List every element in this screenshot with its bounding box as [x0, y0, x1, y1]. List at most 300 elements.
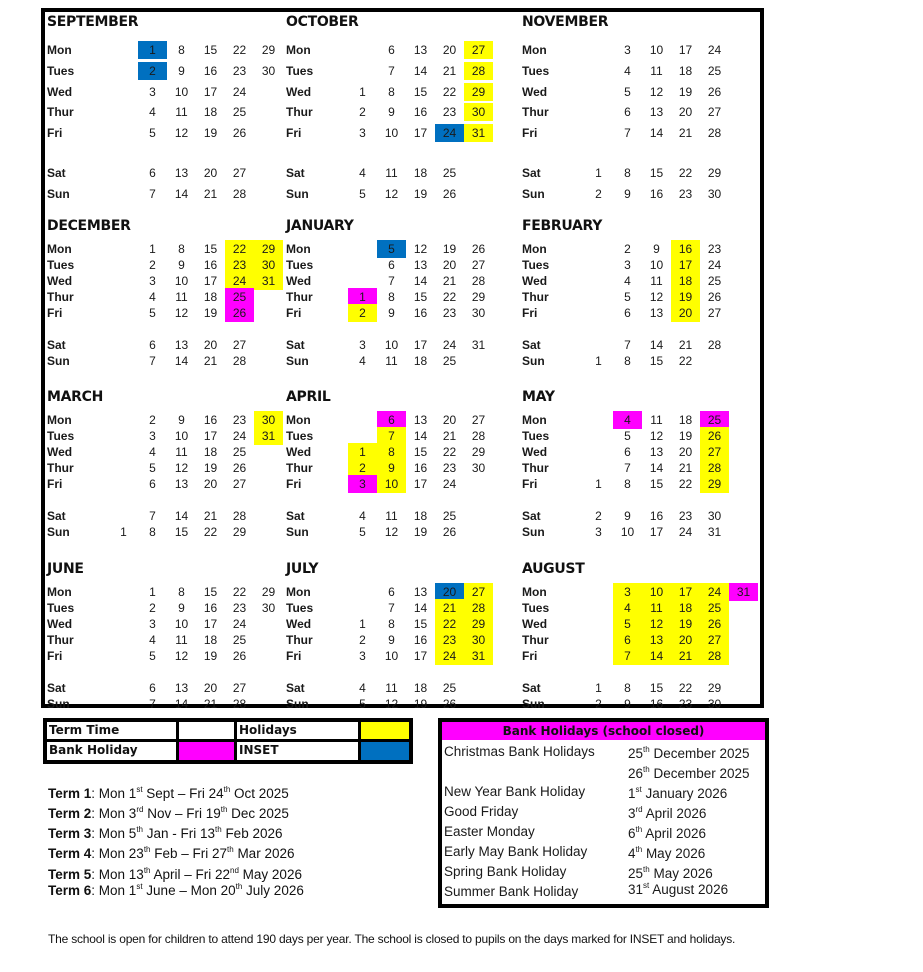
day-label: Thur: [522, 290, 549, 304]
day-label: Sun: [47, 525, 70, 539]
date-cell: 31: [707, 525, 722, 539]
day-label: Tues: [47, 258, 75, 272]
date-cell: 23: [678, 187, 693, 201]
day-label: Tues: [286, 258, 314, 272]
date-cell: 7: [149, 354, 156, 368]
date-cell: 27: [232, 681, 247, 695]
week-row-sun: [45, 523, 285, 541]
date-cell: 29: [707, 166, 722, 180]
date-cell-holiday: 17: [671, 583, 700, 601]
day-label: Fri: [522, 126, 538, 140]
date-cell: 22: [678, 477, 693, 491]
day-label: Thur: [47, 290, 74, 304]
date-cell: 12: [384, 187, 399, 201]
day-label: Sun: [522, 187, 545, 201]
week-row-fri: [284, 124, 524, 142]
date-cell-holiday: 29: [254, 240, 283, 258]
term-text: April – Fri 22: [150, 867, 231, 882]
footer-note: The school is open for children to attend 190 days per year. The school is closed to pupils on the days marked for INSET and holidays.: [48, 932, 736, 946]
date-cell: 5: [359, 525, 366, 539]
day-label: Sun: [522, 354, 545, 368]
day-label: Mon: [47, 43, 72, 57]
date-cell: 17: [203, 274, 218, 288]
term-text: May 2026: [238, 867, 302, 882]
date-cell: 9: [388, 306, 395, 320]
date-cell: 2: [149, 413, 156, 427]
date-cell-holiday: 28: [464, 599, 493, 617]
date-cell-inset: 2: [138, 62, 167, 80]
day-label: Thur: [286, 461, 313, 475]
date-cell: 3: [149, 617, 156, 631]
date-day: 25: [628, 746, 644, 761]
date-cell: 6: [388, 258, 395, 272]
date-cell: 20: [678, 445, 693, 459]
term-label: Term 5: [48, 867, 92, 882]
date-ordinal: st: [136, 785, 143, 794]
week-row-fri: [520, 304, 760, 322]
date-cell: 15: [413, 85, 428, 99]
date-cell: 22: [678, 681, 693, 695]
date-cell-holiday: 1: [348, 443, 377, 461]
date-cell: 2: [595, 697, 602, 711]
date-cell-holiday: 28: [700, 459, 729, 477]
date-cell: 21: [678, 461, 693, 475]
week-row-fri: [45, 647, 285, 665]
date-cell: 26: [471, 242, 486, 256]
date-cell: 9: [178, 64, 185, 78]
week-row-fri: [520, 124, 760, 142]
date-cell: 5: [149, 649, 156, 663]
date-cell: 2: [359, 633, 366, 647]
day-label: Mon: [286, 43, 311, 57]
date-cell: 8: [178, 585, 185, 599]
date-cell-holiday: 18: [671, 599, 700, 617]
term-4-dates: [48, 846, 294, 861]
week-row-sun: [284, 352, 524, 370]
day-label: Sat: [47, 166, 66, 180]
date-cell: 19: [678, 85, 693, 99]
date-cell-bank: 25: [225, 288, 254, 306]
date-cell: 25: [442, 166, 457, 180]
date-cell: 2: [595, 187, 602, 201]
date-day: 3: [628, 806, 636, 821]
date-cell: 14: [649, 461, 664, 475]
date-cell-bank: 6: [377, 411, 406, 429]
date-cell-holiday: 22: [435, 615, 464, 633]
date-cell: 17: [413, 649, 428, 663]
date-ordinal: th: [635, 845, 643, 854]
date-cell: 10: [174, 617, 189, 631]
bank-holiday-name: Spring Bank Holiday: [444, 864, 567, 879]
date-cell: 1: [595, 354, 602, 368]
date-cell: 12: [174, 461, 189, 475]
date-cell: 7: [388, 601, 395, 615]
date-cell: 17: [413, 338, 428, 352]
date-cell-holiday: 31: [254, 272, 283, 290]
day-label: Mon: [47, 585, 72, 599]
date-ordinal: st: [635, 785, 642, 794]
date-cell-holiday: 12: [642, 615, 671, 633]
day-label: Wed: [522, 85, 548, 99]
date-cell: 3: [359, 649, 366, 663]
week-row-sat: [284, 164, 524, 182]
date-cell: 20: [678, 105, 693, 119]
month-november: [520, 14, 760, 204]
date-cell: 5: [624, 429, 631, 443]
date-cell: 27: [232, 477, 247, 491]
date-cell: 9: [178, 258, 185, 272]
date-month-year: December 2025: [649, 746, 750, 761]
date-cell: 26: [442, 697, 457, 711]
week-row-fri: [520, 475, 760, 493]
date-cell: 3: [624, 43, 631, 57]
day-label: Thur: [47, 633, 74, 647]
day-label: Tues: [522, 64, 550, 78]
date-cell: 3: [624, 258, 631, 272]
date-cell: 20: [442, 258, 457, 272]
date-cell: 12: [174, 649, 189, 663]
date-cell: 12: [384, 697, 399, 711]
date-cell: 21: [442, 64, 457, 78]
date-cell-holiday: 3: [613, 583, 642, 601]
date-cell: 24: [442, 338, 457, 352]
date-cell: 11: [650, 64, 663, 78]
date-cell: 25: [232, 105, 247, 119]
date-cell: 14: [174, 509, 189, 523]
month-january: [284, 218, 524, 408]
date-cell: 16: [413, 105, 428, 119]
day-label: Mon: [522, 43, 547, 57]
date-cell: 2: [359, 105, 366, 119]
date-cell-holiday: 18: [671, 272, 700, 290]
month-title: FEBRUARY: [522, 218, 603, 234]
date-cell: 17: [203, 617, 218, 631]
bank-holiday-date: [628, 826, 706, 841]
date-cell-holiday: 23: [435, 631, 464, 649]
day-label: Wed: [286, 617, 312, 631]
day-label: Sat: [522, 338, 541, 352]
date-cell: 27: [471, 258, 486, 272]
date-cell: 1: [120, 525, 127, 539]
term-text: Feb 2026: [221, 826, 283, 841]
week-row-sun: [520, 185, 760, 203]
date-cell: 2: [624, 242, 631, 256]
date-cell: 23: [232, 601, 247, 615]
date-cell: 8: [388, 290, 395, 304]
date-cell: 27: [232, 166, 247, 180]
date-cell: 17: [203, 429, 218, 443]
date-cell: 26: [442, 525, 457, 539]
week-row-sun: [520, 695, 760, 713]
month-title: DECEMBER: [47, 218, 131, 234]
date-cell: 4: [359, 166, 366, 180]
date-cell: 5: [624, 290, 631, 304]
date-cell: 6: [149, 338, 156, 352]
term-label: Term 2: [48, 806, 92, 821]
legend-holidays-label: Holidays: [237, 722, 358, 739]
legend-bank-holiday-swatch: [179, 742, 234, 760]
date-cell: 8: [149, 525, 156, 539]
day-label: Mon: [522, 242, 547, 256]
date-cell: 26: [232, 461, 247, 475]
date-cell: 3: [359, 338, 366, 352]
day-label: Mon: [286, 413, 311, 427]
date-cell: 20: [442, 43, 457, 57]
date-cell: 9: [624, 187, 631, 201]
day-label: Wed: [47, 445, 73, 459]
date-cell: 23: [232, 413, 247, 427]
week-row-sun: [45, 352, 285, 370]
date-cell: 18: [203, 633, 218, 647]
date-cell-holiday: 30: [464, 631, 493, 649]
date-day: 25: [628, 866, 644, 881]
day-label: Sun: [47, 697, 70, 711]
date-day: 6: [628, 826, 636, 841]
date-cell-holiday: 13: [642, 631, 671, 649]
bank-holiday-date: [628, 882, 728, 897]
date-cell: 27: [707, 105, 722, 119]
date-cell: 5: [624, 85, 631, 99]
bank-holiday-name: Easter Monday: [444, 824, 535, 839]
date-month-year: January 2026: [641, 786, 728, 801]
date-cell: 12: [649, 85, 664, 99]
date-cell: 30: [707, 187, 722, 201]
month-title: SEPTEMBER: [47, 14, 139, 30]
date-cell-holiday: 29: [700, 475, 729, 493]
date-cell: 19: [678, 429, 693, 443]
date-cell: 23: [678, 697, 693, 711]
date-cell: 1: [149, 242, 156, 256]
date-cell: 21: [203, 354, 218, 368]
date-cell: 29: [261, 43, 276, 57]
date-cell: 25: [232, 633, 247, 647]
date-cell: 9: [624, 509, 631, 523]
term-text: Feb – Fri 27: [150, 846, 228, 861]
date-cell: 26: [232, 126, 247, 140]
date-day: 31: [628, 882, 644, 897]
date-cell: 22: [203, 525, 218, 539]
week-row-sun: [284, 523, 524, 541]
date-cell: 30: [707, 697, 722, 711]
day-label: Tues: [286, 601, 314, 615]
week-row-sat: [520, 164, 760, 182]
date-cell: 22: [678, 166, 693, 180]
date-cell: 10: [649, 43, 664, 57]
week-row-wed: [45, 83, 285, 101]
date-cell-holiday: 30: [254, 411, 283, 429]
date-ordinal: th: [136, 825, 143, 834]
date-cell: 14: [649, 126, 664, 140]
day-label: Tues: [286, 64, 314, 78]
date-day: 4: [628, 846, 636, 861]
day-label: Thur: [522, 105, 549, 119]
date-cell-holiday: 8: [377, 443, 406, 461]
date-cell: 12: [174, 126, 189, 140]
date-cell: 14: [174, 354, 189, 368]
date-ordinal: th: [227, 845, 234, 854]
date-cell: 7: [388, 64, 395, 78]
month-title: AUGUST: [522, 561, 585, 577]
legend-bank-holiday-label: Bank Holiday: [47, 742, 176, 760]
date-cell: 28: [232, 354, 247, 368]
date-cell: 18: [203, 105, 218, 119]
date-cell-holiday: 2: [348, 304, 377, 322]
month-title: JUNE: [47, 561, 84, 577]
date-cell: 22: [232, 43, 247, 57]
date-cell: 10: [620, 525, 635, 539]
day-label: Wed: [522, 445, 548, 459]
week-row-sun: [520, 523, 760, 541]
date-cell: 10: [384, 338, 399, 352]
date-cell: 11: [175, 290, 188, 304]
date-cell: 18: [678, 413, 693, 427]
date-cell: 16: [203, 64, 218, 78]
date-cell: 11: [175, 633, 188, 647]
date-cell-holiday: 14: [642, 647, 671, 665]
date-cell: 3: [359, 126, 366, 140]
bank-holiday-date: [628, 806, 706, 821]
date-cell: 8: [624, 354, 631, 368]
date-cell: 20: [442, 413, 457, 427]
date-cell-bank: 4: [613, 411, 642, 429]
date-cell: 22: [232, 585, 247, 599]
month-title: NOVEMBER: [522, 14, 609, 30]
date-cell: 14: [174, 697, 189, 711]
day-label: Sat: [47, 338, 66, 352]
week-row-fri: [284, 475, 524, 493]
date-cell: 27: [707, 306, 722, 320]
date-cell: 14: [413, 64, 428, 78]
term-1-dates: [48, 786, 289, 801]
date-cell: 14: [413, 274, 428, 288]
date-cell: 26: [442, 187, 457, 201]
term-text: : Mon 1: [91, 883, 137, 898]
date-cell: 13: [413, 258, 428, 272]
day-label: Wed: [522, 274, 548, 288]
date-ordinal: th: [223, 785, 231, 794]
date-ordinal: th: [220, 805, 228, 814]
date-cell-holiday: 24: [700, 583, 729, 601]
date-cell: 17: [678, 43, 693, 57]
term-label: Term 4: [48, 846, 92, 861]
week-row-fri: [284, 647, 524, 665]
date-cell: 23: [442, 461, 457, 475]
date-ordinal: th: [643, 765, 650, 774]
date-cell: 6: [388, 43, 395, 57]
day-label: Mon: [286, 242, 311, 256]
bank-holiday-name: Summer Bank Holiday: [444, 884, 579, 899]
date-cell: 7: [149, 509, 156, 523]
date-ordinal: th: [143, 845, 151, 854]
day-label: Wed: [286, 445, 312, 459]
term-2-dates: [48, 806, 289, 821]
date-cell-holiday: 19: [671, 288, 700, 306]
bank-holiday-date: [628, 866, 713, 881]
date-cell: 7: [624, 461, 631, 475]
date-cell: 18: [413, 681, 428, 695]
week-row-tues: [284, 62, 524, 80]
date-cell: 24: [442, 477, 457, 491]
date-month-year: August 2026: [649, 882, 729, 897]
date-cell: 24: [232, 429, 247, 443]
date-cell: 19: [203, 126, 218, 140]
day-label: Sat: [286, 166, 305, 180]
date-cell-holiday: 7: [377, 427, 406, 445]
date-cell: 7: [149, 187, 156, 201]
date-cell-holiday: 21: [671, 647, 700, 665]
date-cell: 12: [413, 242, 428, 256]
date-cell: 16: [649, 697, 664, 711]
day-label: Mon: [522, 413, 547, 427]
date-cell-bank: 31: [729, 583, 758, 601]
date-cell: 17: [413, 126, 428, 140]
date-cell: 10: [174, 274, 189, 288]
date-cell: 11: [175, 445, 188, 459]
date-cell: 1: [149, 585, 156, 599]
date-cell: 24: [678, 525, 693, 539]
date-cell: 24: [707, 43, 722, 57]
date-cell: 23: [707, 242, 722, 256]
month-title: JANUARY: [286, 218, 354, 234]
date-cell: 12: [384, 525, 399, 539]
date-cell-bank: 26: [225, 304, 254, 322]
date-cell: 8: [624, 681, 631, 695]
date-ordinal: th: [235, 882, 243, 891]
date-cell: 10: [384, 649, 399, 663]
date-cell: 28: [471, 274, 486, 288]
date-cell: 13: [413, 585, 428, 599]
date-ordinal: nd: [230, 866, 239, 875]
date-cell: 5: [149, 126, 156, 140]
day-label: Sun: [286, 697, 309, 711]
date-cell: 12: [649, 290, 664, 304]
date-cell-holiday: 27: [464, 583, 493, 601]
date-cell: 25: [442, 509, 457, 523]
date-cell: 4: [359, 681, 366, 695]
bank-holiday-name: Early May Bank Holiday: [444, 844, 588, 859]
date-cell: 19: [413, 525, 428, 539]
day-label: Sat: [47, 509, 66, 523]
date-cell: 7: [388, 274, 395, 288]
date-cell: 16: [413, 633, 428, 647]
date-month-year: April 2026: [642, 806, 707, 821]
date-cell: 7: [624, 338, 631, 352]
month-title: OCTOBER: [286, 14, 359, 30]
date-cell: 25: [442, 681, 457, 695]
legend-inset-swatch: [361, 742, 409, 760]
date-cell: 6: [624, 105, 631, 119]
legend-term-time-swatch: [179, 722, 234, 739]
date-cell: 23: [232, 64, 247, 78]
week-row-tues: [520, 62, 760, 80]
date-cell: 29: [707, 681, 722, 695]
date-cell-holiday: 29: [464, 83, 493, 101]
date-cell: 21: [442, 274, 457, 288]
date-cell: 21: [203, 509, 218, 523]
term-text: Dec 2025: [227, 806, 289, 821]
day-label: Tues: [522, 601, 550, 615]
date-cell: 24: [232, 85, 247, 99]
date-cell: 17: [649, 525, 664, 539]
date-cell: 2: [595, 509, 602, 523]
date-cell: 19: [413, 697, 428, 711]
week-row-fri: [520, 647, 760, 665]
date-cell: 13: [174, 338, 189, 352]
date-cell: 25: [707, 274, 722, 288]
date-cell: 18: [203, 445, 218, 459]
date-cell: 13: [174, 166, 189, 180]
date-cell-holiday: 23: [225, 256, 254, 274]
